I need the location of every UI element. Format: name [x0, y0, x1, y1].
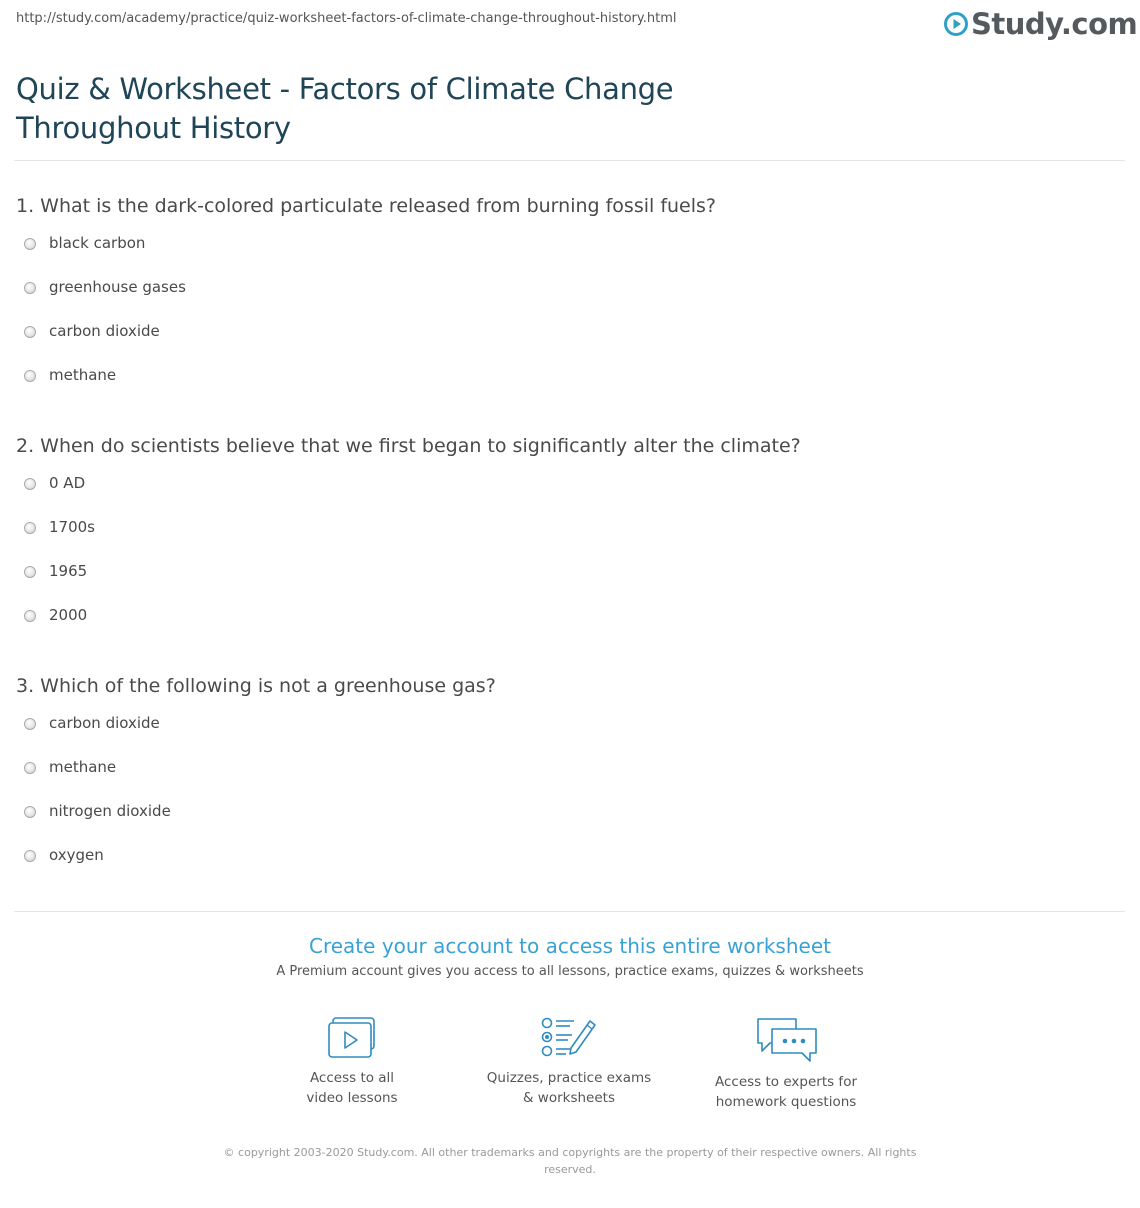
- answer-option[interactable]: [16, 846, 1116, 890]
- radio-button[interactable]: [24, 326, 36, 338]
- answer-options: [16, 714, 1116, 890]
- answer-option[interactable]: [16, 562, 1116, 606]
- answer-option[interactable]: [16, 278, 1116, 322]
- answer-options: [16, 474, 1116, 650]
- video-lessons-icon: [326, 1016, 378, 1060]
- cta-subtitle: A Premium account gives you access to all lessons, practice exams, quizzes & worksheets: [276, 964, 864, 979]
- radio-button[interactable]: [24, 762, 36, 774]
- answer-label[interactable]: black carbon: [49, 234, 146, 252]
- answer-option[interactable]: [16, 802, 1116, 846]
- radio-button[interactable]: [24, 478, 36, 490]
- copyright-footer: © copyright 2003-2020 Study.com. All other trademarks and copyrights are the property of their respective owners. All rights reserved.: [223, 1146, 917, 1176]
- feature-label: Quizzes, practice exams & worksheets: [486, 1070, 652, 1106]
- question-3: [16, 671, 1116, 890]
- radio-button[interactable]: [24, 806, 36, 818]
- answer-option[interactable]: [16, 234, 1116, 278]
- cta-title-link[interactable]: Create your account to access this entire worksheet: [309, 934, 831, 958]
- question-1: [16, 191, 1116, 410]
- question-text: 2. When do scientists believe that we first began to significantly alter the climate?: [16, 435, 801, 457]
- radio-button[interactable]: [24, 566, 36, 578]
- answer-label[interactable]: 1700s: [49, 518, 95, 536]
- chat-bubbles-icon: [754, 1016, 818, 1064]
- page-url: http://study.com/academy/practice/quiz-worksheet-factors-of-climate-change-throughout-history.html: [16, 11, 677, 26]
- answer-label[interactable]: carbon dioxide: [49, 714, 160, 732]
- answer-label[interactable]: 1965: [49, 562, 88, 580]
- radio-button[interactable]: [24, 282, 36, 294]
- divider: [14, 160, 1125, 161]
- feature-quizzes: [474, 1016, 664, 1108]
- page-title: Quiz & Worksheet - Factors of Climate Change Throughout History: [16, 72, 674, 145]
- radio-button[interactable]: [24, 238, 36, 250]
- radio-button[interactable]: [24, 370, 36, 382]
- answer-label[interactable]: methane: [49, 366, 117, 384]
- answer-label[interactable]: carbon dioxide: [49, 322, 160, 340]
- answer-option[interactable]: [16, 322, 1116, 366]
- answer-label[interactable]: greenhouse gases: [49, 278, 186, 296]
- answer-label[interactable]: 2000: [49, 606, 88, 624]
- answer-option[interactable]: [16, 518, 1116, 562]
- answer-label[interactable]: 0 AD: [49, 474, 86, 492]
- radio-button[interactable]: [24, 610, 36, 622]
- feature-label: Access to all video lessons: [306, 1070, 398, 1106]
- answer-option[interactable]: [16, 606, 1116, 650]
- answer-label[interactable]: oxygen: [49, 846, 104, 864]
- feature-experts: [691, 1016, 881, 1112]
- answer-label[interactable]: methane: [49, 758, 117, 776]
- quiz-checklist-icon: [540, 1016, 598, 1060]
- divider: [14, 911, 1125, 912]
- answer-options: [16, 234, 1116, 410]
- answer-label[interactable]: nitrogen dioxide: [49, 802, 171, 820]
- study-logo[interactable]: [944, 6, 1137, 42]
- feature-label: Access to experts for homework questions: [714, 1074, 857, 1110]
- answer-option[interactable]: [16, 714, 1116, 758]
- question-text: 1. What is the dark-colored particulate released from burning fossil fuels?: [16, 195, 717, 217]
- play-circle-logo-icon: [944, 12, 968, 36]
- feature-video-lessons: [257, 1016, 447, 1108]
- question-2: [16, 431, 1116, 650]
- question-text: 3. Which of the following is not a greenhouse gas?: [16, 675, 496, 697]
- answer-option[interactable]: [16, 758, 1116, 802]
- answer-option[interactable]: [16, 366, 1116, 410]
- radio-button[interactable]: [24, 522, 36, 534]
- radio-button[interactable]: [24, 850, 36, 862]
- answer-option[interactable]: [16, 474, 1116, 518]
- logo-text: Study.com: [971, 7, 1138, 41]
- radio-button[interactable]: [24, 718, 36, 730]
